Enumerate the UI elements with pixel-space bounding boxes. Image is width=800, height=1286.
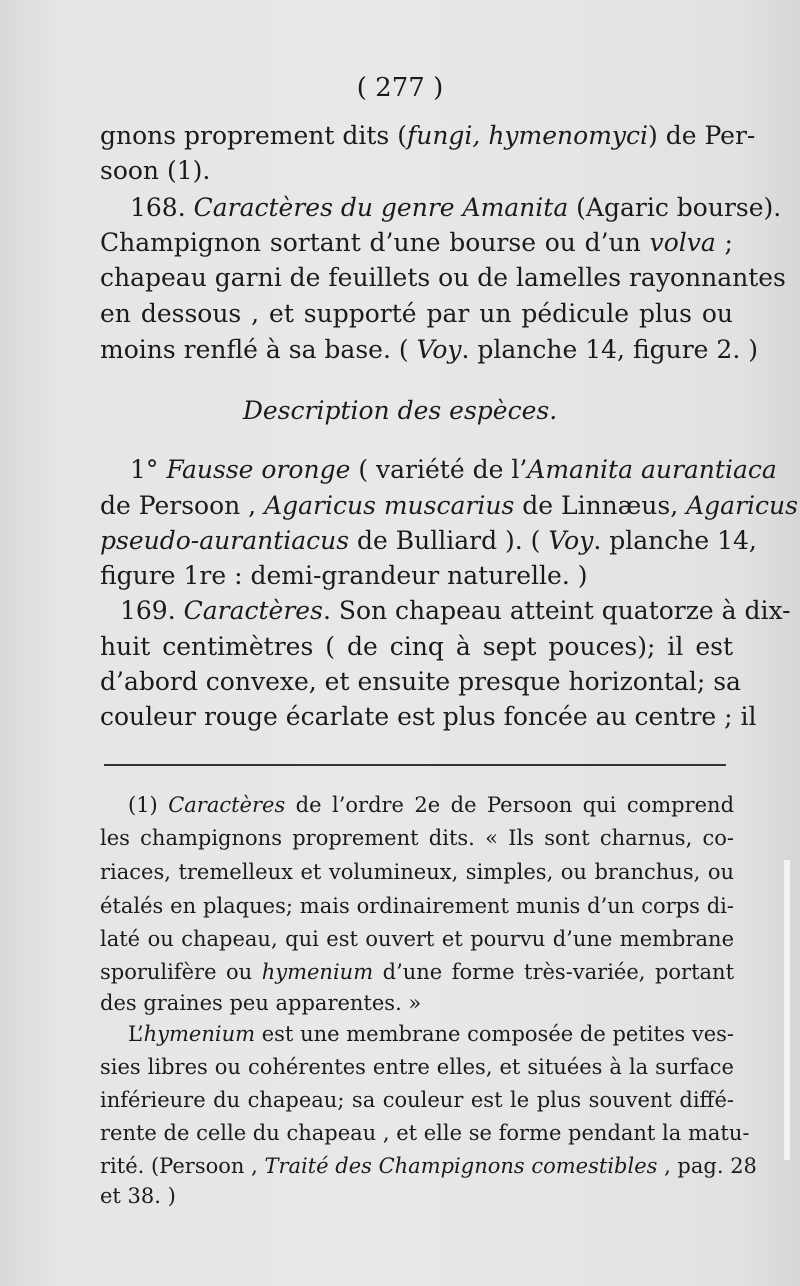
- text-run: d’une forme très-variée, portant: [373, 960, 735, 984]
- italic-run: volva: [649, 228, 716, 257]
- italic-run: Caractères: [183, 596, 323, 625]
- page-number: ( 277 ): [356, 73, 444, 103]
- text-line: [130, 452, 777, 488]
- text-run: . planche 14, figure 2. ): [461, 335, 758, 364]
- text-run: . planche 14,: [593, 526, 757, 555]
- text-line: [120, 593, 791, 629]
- paper-edge-highlight: [784, 860, 790, 1160]
- section-heading: [120, 393, 680, 429]
- text-run: de Linnæus,: [514, 491, 687, 520]
- text-line: chapeau garni de feuillets ou de lamelles rayonnantes: [100, 263, 786, 292]
- text-line: soon (1).: [100, 156, 211, 185]
- text-run: ) de Per-: [648, 121, 756, 150]
- text-run: (1): [128, 793, 169, 817]
- footnote-line: et 38. ): [100, 1184, 176, 1208]
- text-line: figure 1re : demi-grandeur naturelle. ): [100, 561, 588, 590]
- italic-run: fungi, hymenomyci: [406, 121, 649, 150]
- text-line: [100, 118, 756, 154]
- italic-run: hymenium: [261, 960, 374, 984]
- italic-run: Amanita aurantiaca: [527, 455, 777, 484]
- footnote-line: [128, 790, 734, 821]
- text-run: rité. (Persoon ,: [100, 1154, 265, 1178]
- italic-run: Agaricus: [686, 491, 798, 520]
- text-line: [100, 225, 733, 261]
- text-run: 168.: [130, 193, 194, 222]
- text-run: L’: [128, 1022, 144, 1046]
- text-line: couleur rouge écarlate est plus foncée au centre ; il: [100, 702, 757, 731]
- footnote-line: [100, 957, 734, 988]
- text-run: ( variété de l’: [350, 455, 528, 484]
- text-run: , pag. 28: [657, 1154, 757, 1178]
- text-line: [100, 332, 758, 368]
- footnote-line: rente de celle du chapeau , et elle se forme pendant la matu-: [100, 1121, 750, 1145]
- italic-run: Traité des Champignons comestibles: [264, 1154, 658, 1178]
- text-run: 1°: [130, 455, 167, 484]
- text-run: Champignon sortant d’une bourse ou d’un: [100, 228, 650, 257]
- footnote-line: laté ou chapeau, qui est ouvert et pourvu d’une membrane: [100, 927, 734, 951]
- text-run: de l’ordre 2e de Persoon qui comprend: [285, 793, 735, 817]
- text-run: moins renflé à sa base. (: [100, 335, 417, 364]
- italic-run: hymenium: [143, 1022, 256, 1046]
- text-run: 169.: [120, 596, 184, 625]
- footnote-line: [128, 1019, 734, 1050]
- italic-run: Voy: [416, 335, 462, 364]
- text-line: [130, 190, 782, 226]
- italic-run: Agaricus muscarius: [264, 491, 515, 520]
- text-run: est une membrane composée de petites ves-: [255, 1022, 734, 1046]
- text-run: gnons proprement dits (: [100, 121, 407, 150]
- italic-run: Caractères: [168, 793, 286, 817]
- text-run: . Son chapeau atteint quatorze à dix-: [322, 596, 791, 625]
- footnote-line: des graines peu apparentes. »: [100, 991, 422, 1015]
- italic-run: Caractères du genre Amanita: [193, 193, 569, 222]
- footnote-line: [100, 1151, 757, 1182]
- italic-run: pseudo-aurantiacus: [100, 526, 350, 555]
- text-line: [100, 523, 757, 559]
- italic-run: Description des espèces.: [242, 396, 558, 425]
- text-line: d’abord convexe, et ensuite presque horizontal; sa: [100, 667, 741, 696]
- text-line: huit centimètres ( de cinq à sept pouces); il est: [100, 632, 733, 661]
- footnote-line: les champignons proprement dits. « Ils sont charnus, co-: [100, 826, 734, 850]
- footnote-line: riaces, tremelleux et volumineux, simples, ou branchus, ou: [100, 860, 734, 884]
- footnote-line: sies libres ou cohérentes entre elles, et situées à la surface: [100, 1055, 734, 1079]
- italic-run: Fausse oronge: [166, 455, 351, 484]
- italic-run: Voy: [548, 526, 594, 555]
- footnote-line: étalés en plaques; mais ordinairement munis d’un corps di-: [100, 894, 734, 918]
- text-run: de Bulliard ). (: [349, 526, 549, 555]
- text-line: en dessous , et supporté par un pédicule plus ou: [100, 299, 733, 328]
- text-run: sporulifère ou: [100, 960, 262, 984]
- text-run: de Persoon ,: [100, 491, 265, 520]
- footnote-rule: [104, 764, 726, 766]
- text-line: [100, 488, 798, 524]
- text-run: ;: [715, 228, 733, 257]
- footnote-line: inférieure du chapeau; sa couleur est le plus souvent diffé-: [100, 1088, 734, 1112]
- text-run: (Agaric bourse).: [568, 193, 782, 222]
